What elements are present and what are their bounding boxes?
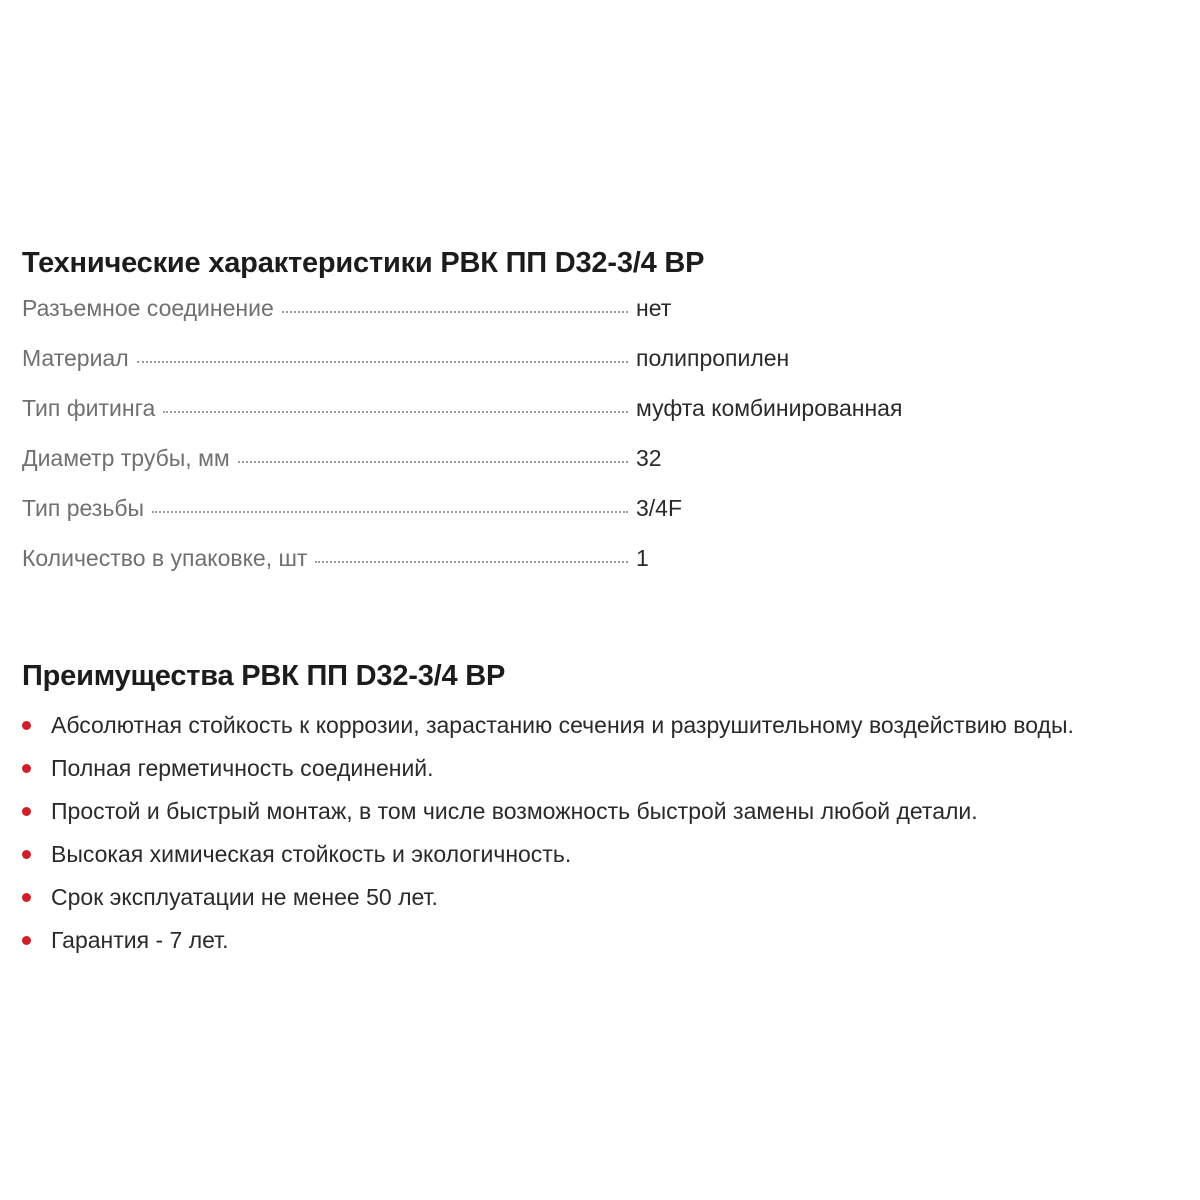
dotted-leader <box>137 361 628 363</box>
dotted-leader <box>238 461 628 463</box>
spec-label: Количество в упаковке, шт <box>22 545 308 571</box>
bullet-dot-icon <box>22 807 31 816</box>
dotted-leader <box>282 311 628 313</box>
spec-row <box>22 445 1192 495</box>
bullet-dot-icon <box>22 936 31 945</box>
advantages-title: Преимущества РВК ПП D32-3/4 ВР <box>22 660 506 692</box>
spec-label: Диаметр трубы, мм <box>22 445 230 471</box>
advantage-text: Гарантия - 7 лет. <box>51 927 229 953</box>
spec-value: 3/4F <box>636 495 683 521</box>
spec-row <box>22 545 1192 595</box>
bullet-dot-icon <box>22 764 31 773</box>
spec-value: нет <box>636 295 672 321</box>
list-item <box>22 710 1197 753</box>
spec-value: 32 <box>636 445 662 471</box>
spec-row <box>22 495 1192 545</box>
spec-label: Материал <box>22 345 129 371</box>
spec-label: Тип фитинга <box>22 395 156 421</box>
spec-label: Тип резьбы <box>22 495 145 521</box>
dotted-leader <box>315 561 628 563</box>
list-item <box>22 882 1197 925</box>
spec-value: полипропилен <box>636 345 790 371</box>
spec-value: 1 <box>636 545 649 571</box>
advantage-text: Полная герметичность соединений. <box>51 755 434 781</box>
list-item <box>22 925 1197 968</box>
bullet-dot-icon <box>22 721 31 730</box>
advantage-text: Абсолютная стойкость к коррозии, зарастанию сечения и разрушительному воздействию воды. <box>51 712 1074 738</box>
spec-row <box>22 295 1192 345</box>
list-item <box>22 839 1197 882</box>
specifications-section <box>22 243 1192 595</box>
spec-value: муфта комбинированная <box>636 395 903 421</box>
advantage-text: Высокая химическая стойкость и экологичность. <box>51 841 572 867</box>
spec-row <box>22 345 1192 395</box>
spec-label: Разъемное соединение <box>22 295 274 321</box>
list-item <box>22 796 1197 839</box>
bullet-dot-icon <box>22 893 31 902</box>
advantages-section <box>22 656 1197 968</box>
specifications-list <box>22 295 1192 595</box>
specifications-title: Технические характеристики РВК ПП D32-3/4 ВР <box>22 247 705 279</box>
advantages-list <box>22 710 1197 968</box>
dotted-leader <box>163 411 628 413</box>
dotted-leader <box>152 511 628 513</box>
advantage-text: Простой и быстрый монтаж, в том числе возможность быстрой замены любой детали. <box>51 798 978 824</box>
list-item <box>22 753 1197 796</box>
spec-row <box>22 395 1192 445</box>
advantage-text: Срок эксплуатации не менее 50 лет. <box>51 884 438 910</box>
bullet-dot-icon <box>22 850 31 859</box>
